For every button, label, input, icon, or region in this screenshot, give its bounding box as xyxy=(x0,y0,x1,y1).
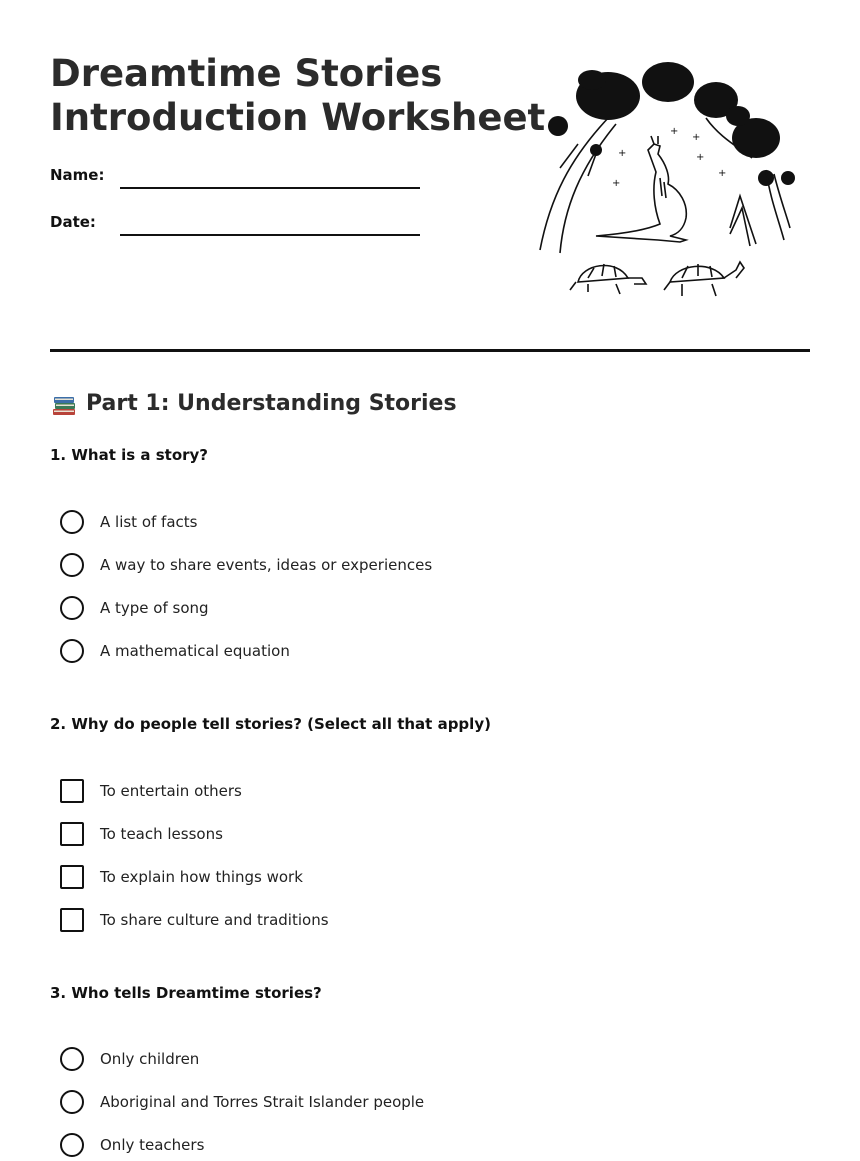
q1-option-2[interactable] xyxy=(60,552,432,578)
date-label: Date: xyxy=(50,213,96,231)
option-label: To teach lessons xyxy=(100,825,223,843)
books-icon xyxy=(50,390,78,418)
q2-option-3[interactable] xyxy=(60,864,303,890)
svg-text:+: + xyxy=(612,178,621,189)
svg-text:+: + xyxy=(692,132,701,143)
worksheet-title xyxy=(50,52,545,140)
checkbox[interactable] xyxy=(60,779,84,803)
option-label: Only children xyxy=(100,1050,200,1068)
checkbox[interactable] xyxy=(60,865,84,889)
option-label: A type of song xyxy=(100,599,209,617)
turtle-icon xyxy=(570,262,744,296)
question-3: 3. Who tells Dreamtime stories? xyxy=(50,984,322,1002)
option-label: A way to share events, ideas or experiences xyxy=(100,556,433,574)
option-label: Only teachers xyxy=(100,1136,205,1154)
part-1-title xyxy=(50,388,457,420)
svg-text:+: + xyxy=(696,152,705,163)
title-line-2: Introduction Worksheet xyxy=(50,96,546,139)
name-field[interactable] xyxy=(120,187,420,189)
q2-option-2[interactable] xyxy=(60,821,223,847)
option-label: To entertain others xyxy=(100,782,242,800)
question-1: 1. What is a story? xyxy=(50,446,209,464)
q1-option-3[interactable] xyxy=(60,595,209,621)
q3-option-2[interactable] xyxy=(60,1089,424,1115)
option-label: Aboriginal and Torres Strait Islander people xyxy=(100,1093,425,1111)
option-label: A mathematical equation xyxy=(100,642,290,660)
q1-option-4[interactable] xyxy=(60,638,290,664)
svg-text:+: + xyxy=(670,126,679,137)
q3-option-3[interactable] xyxy=(60,1132,204,1158)
q1-option-1[interactable] xyxy=(60,509,197,535)
header-divider xyxy=(50,349,810,352)
radio-button[interactable] xyxy=(60,596,84,620)
checkbox[interactable] xyxy=(60,822,84,846)
q2-option-4[interactable] xyxy=(60,907,329,933)
checkbox[interactable] xyxy=(60,908,84,932)
q2-option-1[interactable] xyxy=(60,778,242,804)
kangaroo-icon xyxy=(596,136,686,242)
svg-text:+: + xyxy=(718,168,727,179)
tree-canopy-icon xyxy=(548,62,795,186)
question-2: 2. Why do people tell stories? (Select all that apply) xyxy=(50,715,491,733)
svg-text:+: + xyxy=(618,148,627,159)
name-label: Name: xyxy=(50,166,105,184)
part-1-title-text: Part 1: Understanding Stories xyxy=(86,391,457,416)
option-label: To explain how things work xyxy=(100,868,303,886)
radio-button[interactable] xyxy=(60,639,84,663)
q3-option-1[interactable] xyxy=(60,1046,199,1072)
radio-button[interactable] xyxy=(60,1090,84,1114)
option-label: A list of facts xyxy=(100,513,198,531)
date-field[interactable] xyxy=(120,234,420,236)
dreamtime-animals-illustration xyxy=(530,58,810,318)
option-label: To share culture and traditions xyxy=(100,911,329,929)
radio-button[interactable] xyxy=(60,510,84,534)
radio-button[interactable] xyxy=(60,1047,84,1071)
radio-button[interactable] xyxy=(60,553,84,577)
radio-button[interactable] xyxy=(60,1133,84,1157)
title-line-1: Dreamtime Stories xyxy=(50,52,443,95)
